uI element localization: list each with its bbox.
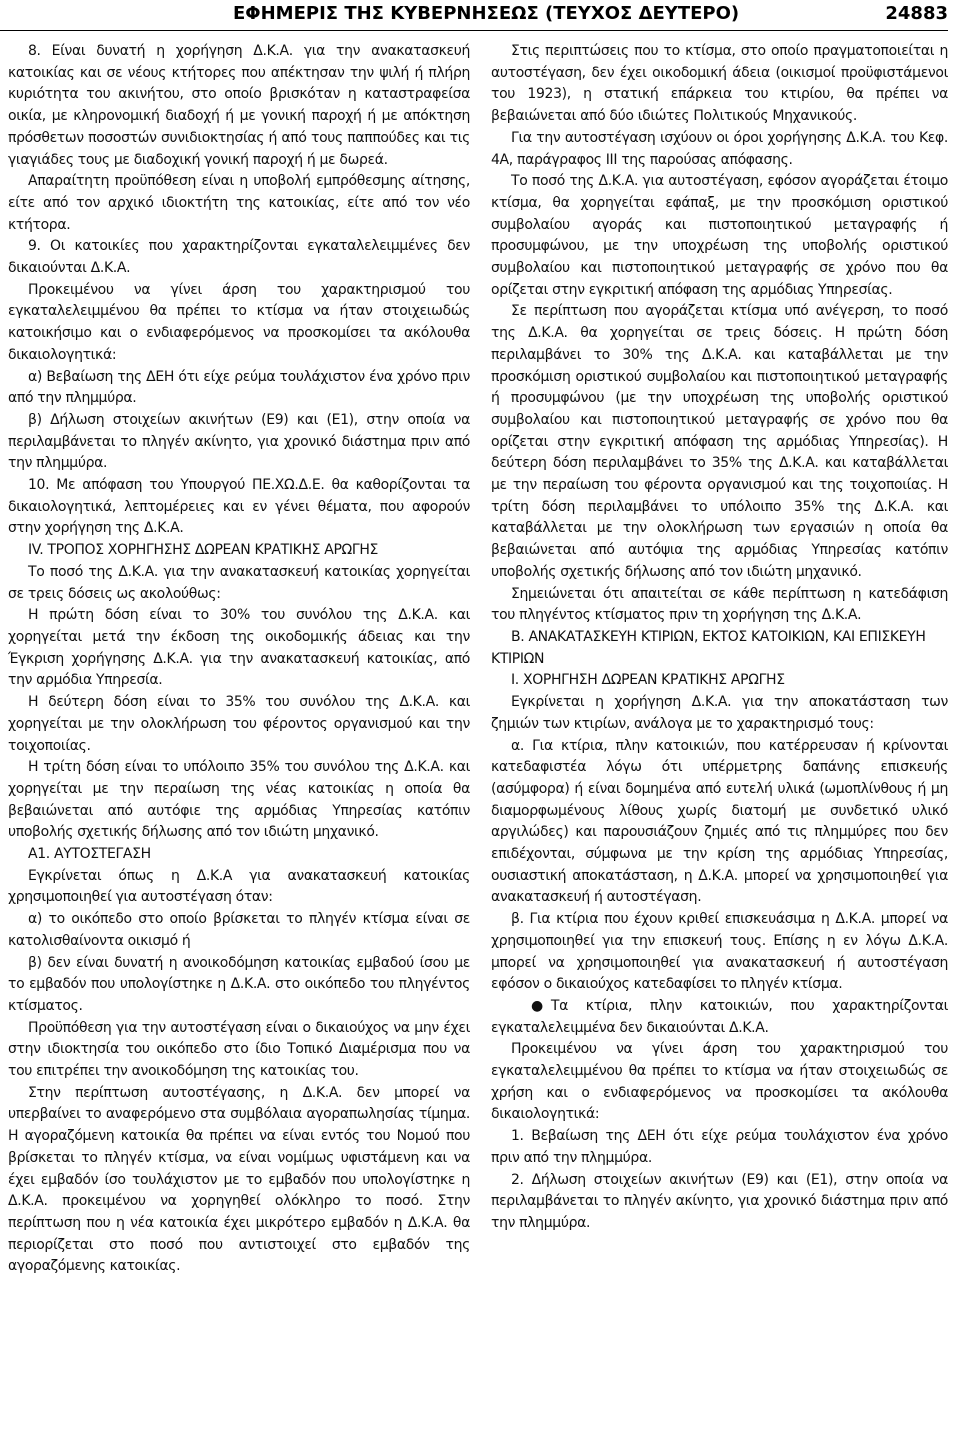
gazette-title: ΕΦΗΜΕΡΙΣ ΤΗΣ ΚΥΒΕΡΝΗΣΕΩΣ (ΤΕΥΧΟΣ ΔΕΥΤΕΡΟ) — [233, 3, 740, 24]
header-rule — [0, 30, 948, 31]
paragraph: 8. Είναι δυνατή η χορήγηση Δ.Κ.Α. για την ανακατασκευή κατοικίας και σε νέους κτήτορες που απέκτησαν την ψιλή ή πλήρη κυριότητα του ακινήτου, στο οποίο βρισκόταν η καταστραφείσα οικία, με κληρονομική διαδοχή ή με γονική παροχή ή με απόκτηση πρόσθετων ποσοστών συνιδιοκτησίας ή από τους παππούδες και τις γιαγιάδες τους με διαδοχική γονική παροχή ή με δωρεά. — [8, 43, 470, 168]
paragraph: Εγκρίνεται όπως η Δ.Κ.Α για ανακατασκευή κατοικίας χρησιμοποιηθεί για αυτοστέγαση όταν: — [8, 867, 470, 906]
paragraph: α. Για κτίρια, πλην κατοικιών, που κατέρρευσαν ή κρίνονται κατεδαφιστέα λόγω ότι υπέρμετρης δαπάνης επισκευής (ασύμφορα) ή είναι δομημένα από ευτελή υλικά (ωμοπλίνθους ή μη διαμορφωμένους λίθους χωρίς διατομή με συνδετικό υλικό αργιλώδες) και παρουσιάζουν ζημιές από τις πλημμύρες που δεν επιδέχονται, σύμφωνα με την κρίση της αρμόδιας Υπηρεσίας, ουσιαστική αποκατάσταση, η Δ.Κ.Α. μπορεί να χρησιμοποιηθεί για ανακατασκευή ή αυτοστέγαση. — [491, 737, 948, 906]
paragraph: Εγκρίνεται η χορήγηση Δ.Κ.Α. για την αποκατάσταση των ζημιών των κτιρίων, ανάλογα με το χαρακτηρισμό τους: — [491, 694, 948, 732]
paragraph: Η τρίτη δόση είναι το υπόλοιπο 35% του συνόλου της Δ.Κ.Α. και χορηγείται με την περαίωση της νέας κατοικίας η οποία θα βεβαιώνεται από αυτόφιε της αρμόδιας Υπηρεσίας κατόπιν υποβολής σχετικής δήλωσης από τον ιδιώτη μηχανικό. — [8, 759, 470, 841]
bullet-item — [491, 996, 948, 1039]
paragraph: β) δεν είναι δυνατή η ανοικοδόμηση κατοικίας εμβαδού ίσου με το εμβαδόν που υπολογίστηκε η Δ.Κ.Α. στο οικόπεδο του πληγέντος κτίσματος. — [8, 954, 470, 1014]
paragraph: α) το οικόπεδο στο οποίο βρίσκεται το πληγέν κτίσμα είναι σε κατολισθαίνοντα οικισμό ή — [8, 911, 470, 949]
paragraph: Η δεύτερη δόση είναι το 35% του συνόλου της Δ.Κ.Α. και χορηγείται με την ολοκλήρωση του φέροντος οργανισμού και την τοιχοποιίας. — [8, 694, 470, 754]
bullet-icon: ● — [531, 997, 543, 1014]
page-number: 24883 — [885, 3, 948, 24]
paragraph: Το ποσό της Δ.Κ.Α. για αυτοστέγαση, εφόσον αγοράζεται έτοιμο κτίσμα, θα χορηγείται εφάπαξ, με την προσκόμιση οριστικού συμβολαίου αγοράς και πιστοποιητικού μεταγραφής ή προσυμφώνου, με την υποχρέωση της υποβολής οριστικού συμβολαίου και πιστοποιητικού μεταγραφής σε χρόνο που θα ορίζεται στην εγκριτική απόφαση της αρμόδιας Υπηρεσίας. — [491, 173, 948, 298]
paragraph: Στις περιπτώσεις που το κτίσμα, στο οποίο πραγματοποιείται η αυτοστέγαση, δεν έχει οικοδομική άδεια (οικισμοί προϋφιστάμενοι του 1923), η στατική επάρκεια του κτιρίου, θα πρέπει να βεβαιώνεται από δύο ιδιώτες Πολιτικούς Μηχανικούς. — [491, 43, 948, 125]
paragraph: Το ποσό της Δ.Κ.Α. για την ανακατασκευή κατοικίας χορηγείται σε τρεις δόσεις ως ακολούθως: — [8, 563, 470, 602]
paragraph: Η πρώτη δόση είναι το 30% του συνόλου της Δ.Κ.Α. και χορηγείται μετά την έκδοση της οικοδομικής άδειας και την Έγκριση χορήγησης Δ.Κ.Α. για την ανακατασκευή κατοικίας, από την αρμόδια Υπηρεσία. — [8, 607, 470, 689]
paragraph: Απαραίτητη προϋπόθεση είναι η υποβολή εμπρόθεσμης αίτησης, είτε από τον αρχικό ιδιοκτήτη της κατοικίας, είτε από τον νέο κτήτορα. — [8, 173, 470, 233]
section-heading: IV. ΤΡΟΠΟΣ ΧΟΡΗΓΗΣΗΣ ΔΩΡΕΑΝ ΚΡΑΤΙΚΗΣ ΑΡΩΓΗΣ — [28, 542, 379, 559]
paragraph: Σε περίπτωση που αγοράζεται κτίσμα υπό ανέγερση, το ποσό της Δ.Κ.Α. θα χορηγείται σε τρεις δόσεις. Η πρώτη δόση περιλαμβάνει το 30% της Δ.Κ.Α. και καταβάλλεται με την προσκόμιση οριστικού συμβολαίου και πιστοποιητικού μεταγραφής ή προσυμφώνου (με την υποχρέωση της υποβολής οριστικού συμβολαίου και πιστοποιητικού μεταγραφής σε χρόνο που θα ορίζεται στην εγκριτική απόφαση της αρμόδιας Υπηρεσίας). Η δεύτερη δόση περιλαμβάνει το 35% της Δ.Κ.Α. και καταβάλλεται με την περαίωση του φέροντα οργανισμού και της τοιχοποιίας. Η τρίτη δόση περιλαμβάνει το υπόλοιπο 35% της Δ.Κ.Α. και καταβάλλεται με την ολοκλήρωση των εργασιών η οποία θα βεβαιώνεται από αυτόψια της αρμόδιας Υπηρεσίας κατόπιν υποβολής σχετικής δήλωσης από τον ιδιώτη μηχανικό. — [491, 303, 948, 580]
paragraph: 2. Δήλωση στοιχείων ακινήτων (Ε9) και (Ε1), στην οποία να περιλαμβάνεται το πληγέν ακίνητο, για χρονικό διάστημα πριν από την πλημμύρα. — [491, 1171, 948, 1231]
paragraph: Στην περίπτωση αυτοστέγασης, η Δ.Κ.Α. δεν μπορεί να υπερβαίνει το αναφερόμενο στα συμβόλαια αγοραπωλησίας τίμημα. Η αγοραζόμενη κατοικία θα πρέπει να είναι εντός του Νομού που βρίσκεται το πληγέν κτίσμα, να είναι νομίμως υφιστάμενη και να έχει εμβαδόν ίσο τουλάχιστον με το εμβαδόν που υπολογίστηκε η Δ.Κ.Α. προκειμένου να χορηγηθεί ολόκληρο το ποσό. Στην περίπτωση που η νέα κατοικία έχει μικρότερο εμβαδόν η Δ.Κ.Α. θα περιορίζεται στο ποσό που αντιστοιχεί στο εμβαδόν της αγοραζόμενης κατοικίας. — [8, 1084, 470, 1275]
right-column — [491, 41, 948, 1427]
section-heading: Ι. ΧΟΡΗΓΗΣΗ ΔΩΡΕΑΝ ΚΡΑΤΙΚΗΣ ΑΡΩΓΗΣ — [511, 672, 785, 689]
section-heading: Α1. ΑΥΤΟΣΤΕΓΑΣΗ — [28, 846, 151, 863]
paragraph: Προκειμένου να γίνει άρση του χαρακτηρισμού του εγκαταλελειμμένου θα πρέπει το κτίσμα να ήταν στοιχειωδώς σε χρήση και ο ενδιαφερόμενος να προσκομίσει τα ακόλουθα δικαιολογητικά: — [491, 1041, 948, 1123]
paragraph: Προϋπόθεση για την αυτοστέγαση είναι ο δικαιούχος να μην έχει στην ιδιοκτησία του οικόπεδο στο ίδιο Τοπικό Διαμέρισμα που να του επιτρέπει την ανοικοδόμηση της κατοικίας του. — [8, 1019, 470, 1080]
paragraph: 10. Με απόφαση του Υπουργού ΠΕ.ΧΩ.Δ.Ε. θα καθορίζονται τα δικαιολογητικά, λεπτομέρειες και εν γένει θέματα, που αφορούν στην χορήγηση της Δ.Κ.Α. — [8, 477, 470, 537]
bullet-text: Τα κτίρια, πλην κατοικιών, που χαρακτηρίζονται εγκαταλελειμμένα δεν δικαιούνται Δ.Κ.Α. — [491, 997, 948, 1036]
paragraph: α) Βεβαίωση της ΔΕΗ ότι είχε ρεύμα τουλάχιστον ένα χρόνο πριν από την πλημμύρα. — [8, 368, 470, 407]
section-heading: Β. ΑΝΑΚΑΤΑΣΚΕΥΗ ΚΤΙΡΙΩΝ, ΕΚΤΟΣ ΚΑΤΟΙΚΙΩΝ, ΚΑΙ ΕΠΙΣΚΕΥΗ ΚΤΙΡΙΩΝ — [491, 628, 926, 667]
paragraph: β) Δήλωση στοιχείων ακινήτων (Ε9) και (Ε1), στην οποία να περιλαμβάνεται το πληγέν ακίνητο, για χρονικό διάστημα πριν από την πλημμύρα. — [8, 411, 470, 472]
paragraph: Για την αυτοστέγαση ισχύουν οι όροι χορήγησης Δ.Κ.Α. του Κεφ. 4Α, παράγραφος ΙΙΙ της παρούσας απόφασης. — [491, 129, 948, 168]
left-column — [8, 41, 470, 1427]
paragraph: 1. Βεβαίωση της ΔΕΗ ότι είχε ρεύμα τουλάχιστον ένα χρόνο πριν από την πλημμύρα. — [491, 1128, 948, 1166]
paragraph: Σημειώνεται ότι απαιτείται σε κάθε περίπτωση η κατεδάφιση του πληγέντος κτίσματος πριν τη χορήγηση της Δ.Κ.Α. — [491, 585, 948, 624]
paragraph: β. Για κτίρια που έχουν κριθεί επισκευάσιμα η Δ.Κ.Α. μπορεί να χρησιμοποιηθεί για την επισκευή τους. Επίσης η εν λόγω Δ.Κ.Α. μπορεί να χρησιμοποιηθεί για ανακατασκευή ή αυτοστέγαση εφόσον ο δικαιούχος κατεδαφίσει το πληγέν κτίσμα. — [491, 911, 948, 993]
paragraph: Προκειμένου να γίνει άρση του χαρακτηρισμού του εγκαταλελειμμένου θα πρέπει το κτίσμα να ήταν στοιχειωδώς κατοικήσιμο και ο ενδιαφερόμενος να προσκομίσει τα ακόλουθα δικαιολογητικά: — [8, 281, 470, 363]
paragraph: 9. Οι κατοικίες που χαρακτηρίζονται εγκαταλελειμμένες δεν δικαιούνται Δ.Κ.Α. — [8, 238, 470, 277]
